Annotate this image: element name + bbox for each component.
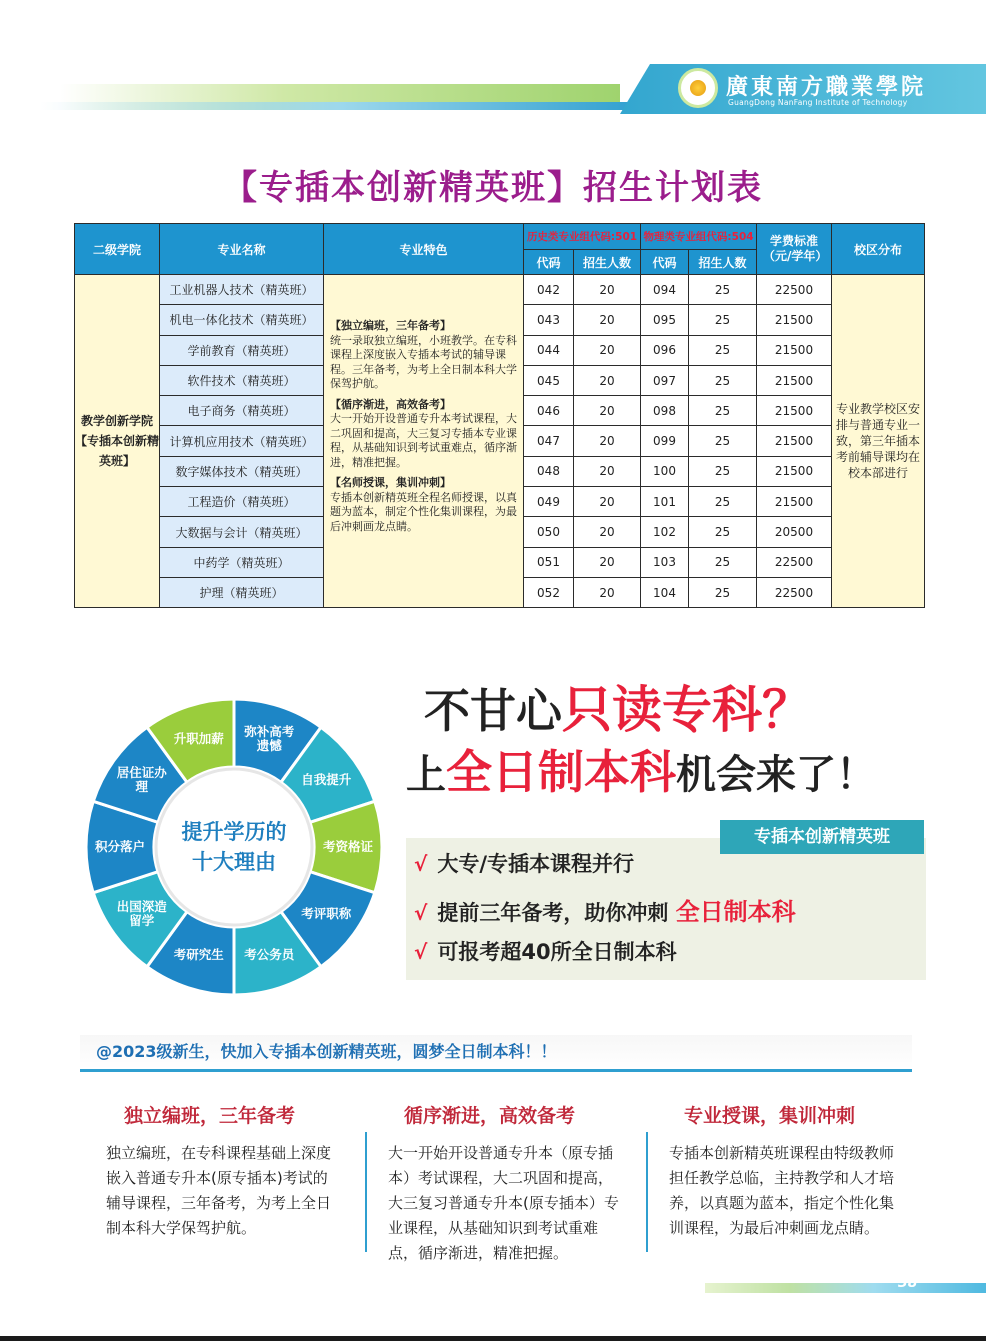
physics-enroll-cell: 25 xyxy=(689,365,757,395)
call-to-action-text: @2023级新生，快加入专插本创新精英班，圆梦全日制本科！！ xyxy=(96,1042,557,1061)
history-enroll-cell: 20 xyxy=(574,335,641,365)
physics-enroll-cell: 25 xyxy=(689,487,757,517)
major-cell: 工业机器人技术（精英班） xyxy=(160,275,324,305)
table-row xyxy=(75,275,925,305)
physics-code-cell: 104 xyxy=(641,577,689,607)
school-name-cn: 廣東南方職業學院 xyxy=(726,74,927,100)
history-code-cell: 044 xyxy=(524,335,574,365)
column-3-title: 专业授课，集训冲刺 xyxy=(684,1105,856,1127)
reasons-wheel xyxy=(84,697,384,997)
wheel-center-text: 提升学历的十大理由 xyxy=(181,820,287,874)
fee-cell: 22500 xyxy=(757,577,832,607)
feature-cell xyxy=(324,275,524,608)
wheel-segment-label: 考研究生 xyxy=(173,947,224,963)
header-college: 二级学院 xyxy=(75,224,160,275)
physics-code-cell: 103 xyxy=(641,547,689,577)
wheel-segment-label: 弥补高考遗憾 xyxy=(244,723,295,753)
history-enroll-cell: 20 xyxy=(574,275,641,305)
history-code-cell: 042 xyxy=(524,275,574,305)
major-cell: 机电一体化技术（精英班） xyxy=(160,305,324,335)
physics-enroll-cell: 25 xyxy=(689,547,757,577)
column-1-text: 独立编班，在专科课程基础上深度嵌入普通专升本(原专插本)考试的辅导课程，三年备考，为考上全日制本科大学保驾护航。 xyxy=(106,1144,332,1237)
column-2-title: 循序渐进，高效备考 xyxy=(404,1105,576,1127)
major-cell: 工程造价（精英班） xyxy=(160,487,324,517)
history-enroll-cell: 20 xyxy=(574,305,641,335)
wheel-segment-label: 居住证办理 xyxy=(116,764,167,794)
history-code-cell: 051 xyxy=(524,547,574,577)
header-physics-code: 代码 xyxy=(641,250,689,275)
feature-text: 统一录取独立编班，小班教学。在专科课程上深度嵌入专插本考试的辅导课程。三年备考，为考上全日制本科大学保驾护航。 xyxy=(330,333,517,390)
fee-cell: 21500 xyxy=(757,335,832,365)
fee-cell: 21500 xyxy=(757,365,832,395)
enrollment-table xyxy=(74,223,925,608)
school-logo xyxy=(678,68,718,108)
major-cell: 数字媒体技术（精英班） xyxy=(160,456,324,486)
feature-text: 专插本创新精英班全程名师授课，以真题为蓝本，制定个性化集训课程，为最后冲刺画龙点睛。 xyxy=(330,490,517,533)
school-name-en: GuangDong NanFang Institute of Technology xyxy=(728,98,908,107)
history-enroll-cell: 20 xyxy=(574,365,641,395)
wheel-segment-label: 积分落户 xyxy=(94,839,145,854)
wheel-segment-label: 升职加薪 xyxy=(173,730,224,746)
physics-enroll-cell: 25 xyxy=(689,456,757,486)
header-campus: 校区分布 xyxy=(832,224,925,275)
physics-code-cell: 096 xyxy=(641,335,689,365)
history-enroll-cell: 20 xyxy=(574,547,641,577)
physics-enroll-cell: 25 xyxy=(689,335,757,365)
history-enroll-cell: 20 xyxy=(574,487,641,517)
header-physics-group: 物理类专业组代码:504 xyxy=(641,224,757,250)
header-history-enroll: 招生人数 xyxy=(574,250,641,275)
history-enroll-cell: 20 xyxy=(574,517,641,547)
physics-code-cell: 094 xyxy=(641,275,689,305)
column-divider xyxy=(365,1132,367,1252)
fee-cell: 20500 xyxy=(757,517,832,547)
feature-text: 大一开始开设普通专升本考试课程，大二巩固和提高，大三复习专插本专业课程，从基础知识到考试重难点，循序渐进，精准把握。 xyxy=(330,412,517,469)
check-icon: √ xyxy=(414,852,428,876)
wheel-segment-label: 考公务员 xyxy=(244,947,295,963)
fee-cell: 22500 xyxy=(757,547,832,577)
physics-enroll-cell: 25 xyxy=(689,396,757,426)
history-enroll-cell: 20 xyxy=(574,456,641,486)
benefit-item-1: √ 大专/专插本课程并行 xyxy=(414,852,635,876)
history-code-cell: 043 xyxy=(524,305,574,335)
slogan-line-1: 不甘心只读专科？ xyxy=(424,681,812,739)
wheel-segment-label: 考资格证 xyxy=(322,839,373,854)
header-history-group: 历史类专业组代码:501 xyxy=(524,224,641,250)
physics-code-cell: 095 xyxy=(641,305,689,335)
history-code-cell: 046 xyxy=(524,396,574,426)
column-divider xyxy=(646,1132,648,1252)
page-number: 38 xyxy=(898,1275,918,1291)
campus-cell: 专业教学校区安排与普通专业一致，第三年插本考前辅导课均在校本部进行 xyxy=(832,275,925,608)
physics-enroll-cell: 25 xyxy=(689,275,757,305)
fee-cell: 21500 xyxy=(757,456,832,486)
column-3-text: 专插本创新精英班课程由特级教师担任教学总临，主持教学和人才培养，以真题为蓝本，指定个性化集训课程，为最后冲刺画龙点睛。 xyxy=(669,1144,895,1237)
feature-heading: 【独立编班，三年备考】 xyxy=(330,319,451,332)
history-code-cell: 045 xyxy=(524,365,574,395)
history-enroll-cell: 20 xyxy=(574,426,641,456)
major-cell: 大数据与会计（精英班） xyxy=(160,517,324,547)
wheel-segment-label: 考评职称 xyxy=(301,906,352,921)
physics-enroll-cell: 25 xyxy=(689,577,757,607)
history-enroll-cell: 20 xyxy=(574,577,641,607)
physics-code-cell: 102 xyxy=(641,517,689,547)
page-title: 【专插本创新精英班】招生计划表 xyxy=(223,168,763,208)
physics-enroll-cell: 25 xyxy=(689,517,757,547)
benefit-item-3: √ 可报考超40所全日制本科 xyxy=(414,940,677,964)
header-major: 专业名称 xyxy=(160,224,324,275)
feature-heading: 【名师授课，集训冲刺】 xyxy=(330,476,451,489)
history-code-cell: 049 xyxy=(524,487,574,517)
fee-cell: 21500 xyxy=(757,487,832,517)
wheel-segment-label: 自我提升 xyxy=(301,771,352,787)
wheel-segment-label: 出国深造留学 xyxy=(116,899,167,928)
physics-code-cell: 099 xyxy=(641,426,689,456)
physics-code-cell: 098 xyxy=(641,396,689,426)
physics-code-cell: 097 xyxy=(641,365,689,395)
footer-stripes xyxy=(705,1283,986,1293)
fee-cell: 21500 xyxy=(757,426,832,456)
header-history-code: 代码 xyxy=(524,250,574,275)
benefit-item-2: √ 提前三年备考，助你冲刺 全日制本科 xyxy=(414,898,796,926)
history-enroll-cell: 20 xyxy=(574,396,641,426)
fee-cell: 21500 xyxy=(757,305,832,335)
check-icon: √ xyxy=(414,901,428,925)
history-code-cell: 048 xyxy=(524,456,574,486)
benefits-tag: 专插本创新精英班 xyxy=(720,820,924,854)
major-cell: 电子商务（精英班） xyxy=(160,396,324,426)
major-cell: 计算机应用技术（精英班） xyxy=(160,426,324,456)
major-cell: 学前教育（精英班） xyxy=(160,335,324,365)
header-physics-enroll: 招生人数 xyxy=(689,250,757,275)
header-stripe-blue xyxy=(40,102,640,110)
fee-cell: 22500 xyxy=(757,275,832,305)
physics-code-cell: 100 xyxy=(641,456,689,486)
physics-enroll-cell: 25 xyxy=(689,426,757,456)
check-icon: √ xyxy=(414,940,428,964)
header-fee: 学费标准（元/学年） xyxy=(757,224,832,275)
history-code-cell: 052 xyxy=(524,577,574,607)
major-cell: 中药学（精英班） xyxy=(160,547,324,577)
major-cell: 护理（精英班） xyxy=(160,577,324,607)
slogan-line-2: 上全日制本科机会来了！ xyxy=(406,745,876,799)
column-2-text: 大一开始开设普通专升本（原专插本）考试课程，大二巩固和提高，大三复习普通专升本(原专插本）专业课程，从基础知识到考试重难点，循序渐进，精准把握。 xyxy=(388,1144,619,1262)
history-code-cell: 047 xyxy=(524,426,574,456)
bottom-border xyxy=(0,1336,986,1341)
header-feature: 专业特色 xyxy=(324,224,524,275)
physics-enroll-cell: 25 xyxy=(689,305,757,335)
feature-heading: 【循序渐进，高效备考】 xyxy=(330,397,451,411)
physics-code-cell: 101 xyxy=(641,487,689,517)
history-code-cell: 050 xyxy=(524,517,574,547)
major-cell: 软件技术（精英班） xyxy=(160,365,324,395)
fee-cell: 21500 xyxy=(757,396,832,426)
college-cell: 教学创新学院【专插本创新精英班】 xyxy=(75,275,160,608)
column-1-title: 独立编班，三年备考 xyxy=(124,1105,296,1127)
